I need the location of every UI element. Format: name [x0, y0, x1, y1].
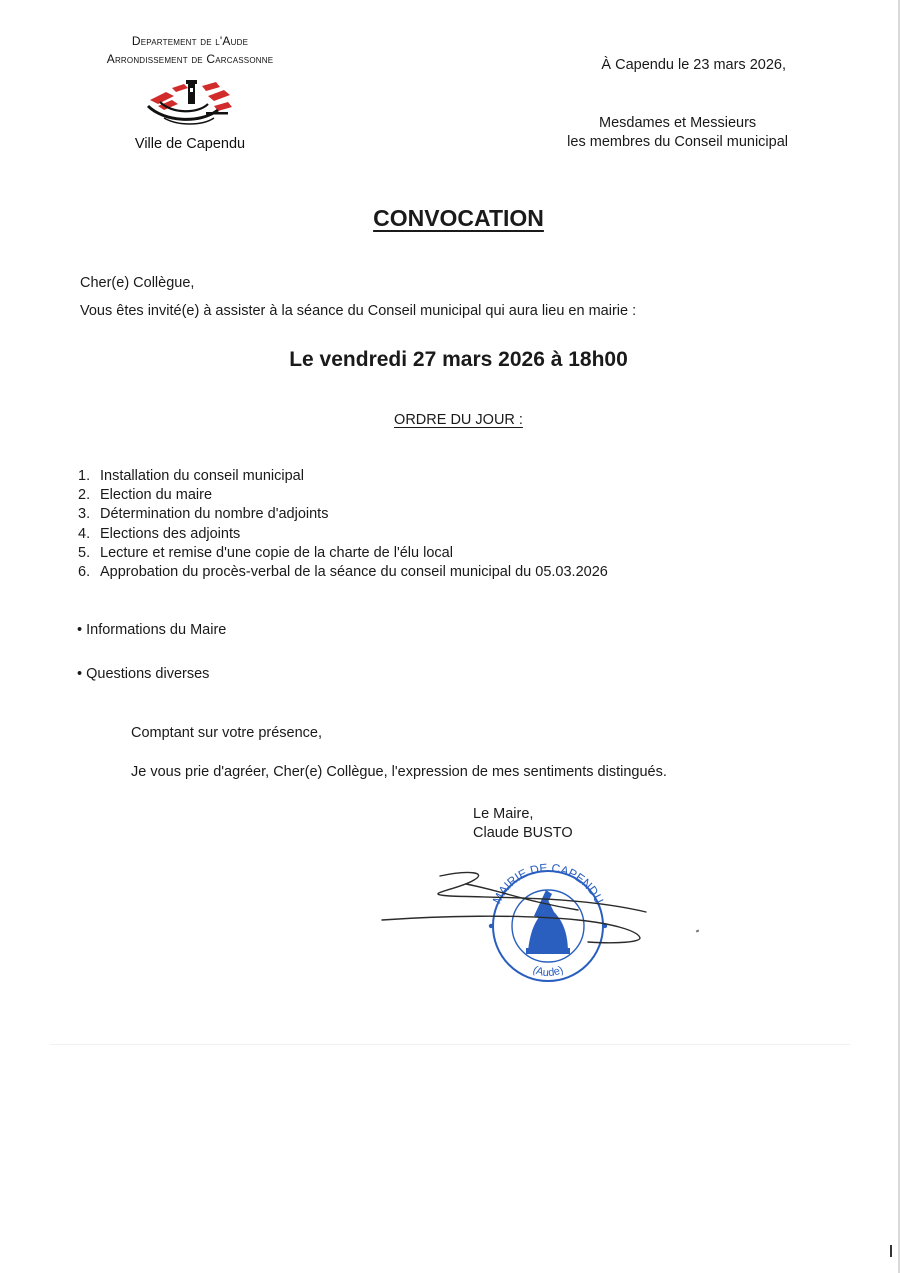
recipient-line-2: les membres du Conseil municipal	[567, 134, 788, 150]
seal-top-text: MAIRIE DE CAPENDU	[489, 860, 607, 906]
meeting-date: Le vendredi 27 mars 2026 à 18h00	[289, 348, 628, 371]
agenda-item-number: 1.	[78, 468, 91, 484]
agenda-item-text: Détermination du nombre d'adjoints	[100, 506, 329, 523]
document-title: CONVOCATION	[373, 205, 544, 231]
mairie-seal-stamp-icon	[378, 860, 658, 985]
agenda-item	[78, 544, 608, 563]
invitation-text: Vous êtes invité(e) à assister à la séance du Conseil municipal qui aura lieu en mairie :	[80, 303, 637, 319]
greeting: Cher(e) Collègue,	[80, 275, 195, 291]
signer-block	[473, 805, 573, 843]
agenda-item-text: Election du maire	[100, 487, 213, 504]
recipient-block	[567, 114, 788, 152]
agenda-item-number: 2.	[78, 487, 91, 504]
agenda-list	[78, 467, 608, 582]
agenda-item-text: Lecture et remise d'une copie de la charte de l'élu local	[100, 544, 453, 561]
agenda-item-number: 4.	[78, 525, 91, 542]
town-name: Ville de Capendu	[134, 136, 246, 152]
bullet-questions-diverses: • Questions diverses	[77, 666, 210, 682]
recipient-line-1: Mesdames et Messieurs	[599, 115, 757, 131]
agenda-item-text: Installation du conseil municipal	[100, 468, 304, 484]
closing-line-2: Je vous prie d'agréer, Cher(e) Collègue, l'expression de mes sentiments distingués.	[131, 764, 667, 780]
arrondissement-name: Arrondissement de Carcassonne	[106, 52, 274, 66]
agenda-item	[78, 525, 608, 544]
agenda-item	[78, 563, 608, 582]
place-and-date: À Capendu le 23 mars 2026,	[601, 57, 786, 73]
signer-name: Claude BUSTO	[473, 825, 573, 841]
bullet-informations-du-maire: • Informations du Maire	[77, 622, 227, 638]
agenda-item	[78, 505, 608, 524]
letterhead	[80, 32, 300, 152]
agenda-item-number: 5.	[78, 544, 91, 561]
agenda-title: ORDRE DU JOUR :	[394, 412, 523, 428]
scan-mark	[890, 1245, 892, 1257]
signature-mark	[696, 930, 700, 933]
agenda-item-number: 6.	[78, 564, 91, 581]
agenda-item-text: Elections des adjoints	[100, 525, 241, 542]
agenda-item	[78, 486, 608, 505]
department-name: Departement de l'Aude	[131, 34, 249, 48]
signer-role: Le Maire,	[473, 806, 534, 822]
closing-line-1: Comptant sur votre présence,	[131, 725, 323, 741]
agenda-item	[78, 467, 608, 486]
agenda-item-text: Approbation du procès-verbal de la séance du conseil municipal du 05.03.2026	[100, 564, 608, 581]
seal-bottom-text: (Aude)	[530, 963, 566, 980]
capendu-town-logo-icon	[144, 76, 236, 128]
scan-artifact-line	[50, 1044, 850, 1045]
agenda-item-number: 3.	[78, 506, 91, 523]
